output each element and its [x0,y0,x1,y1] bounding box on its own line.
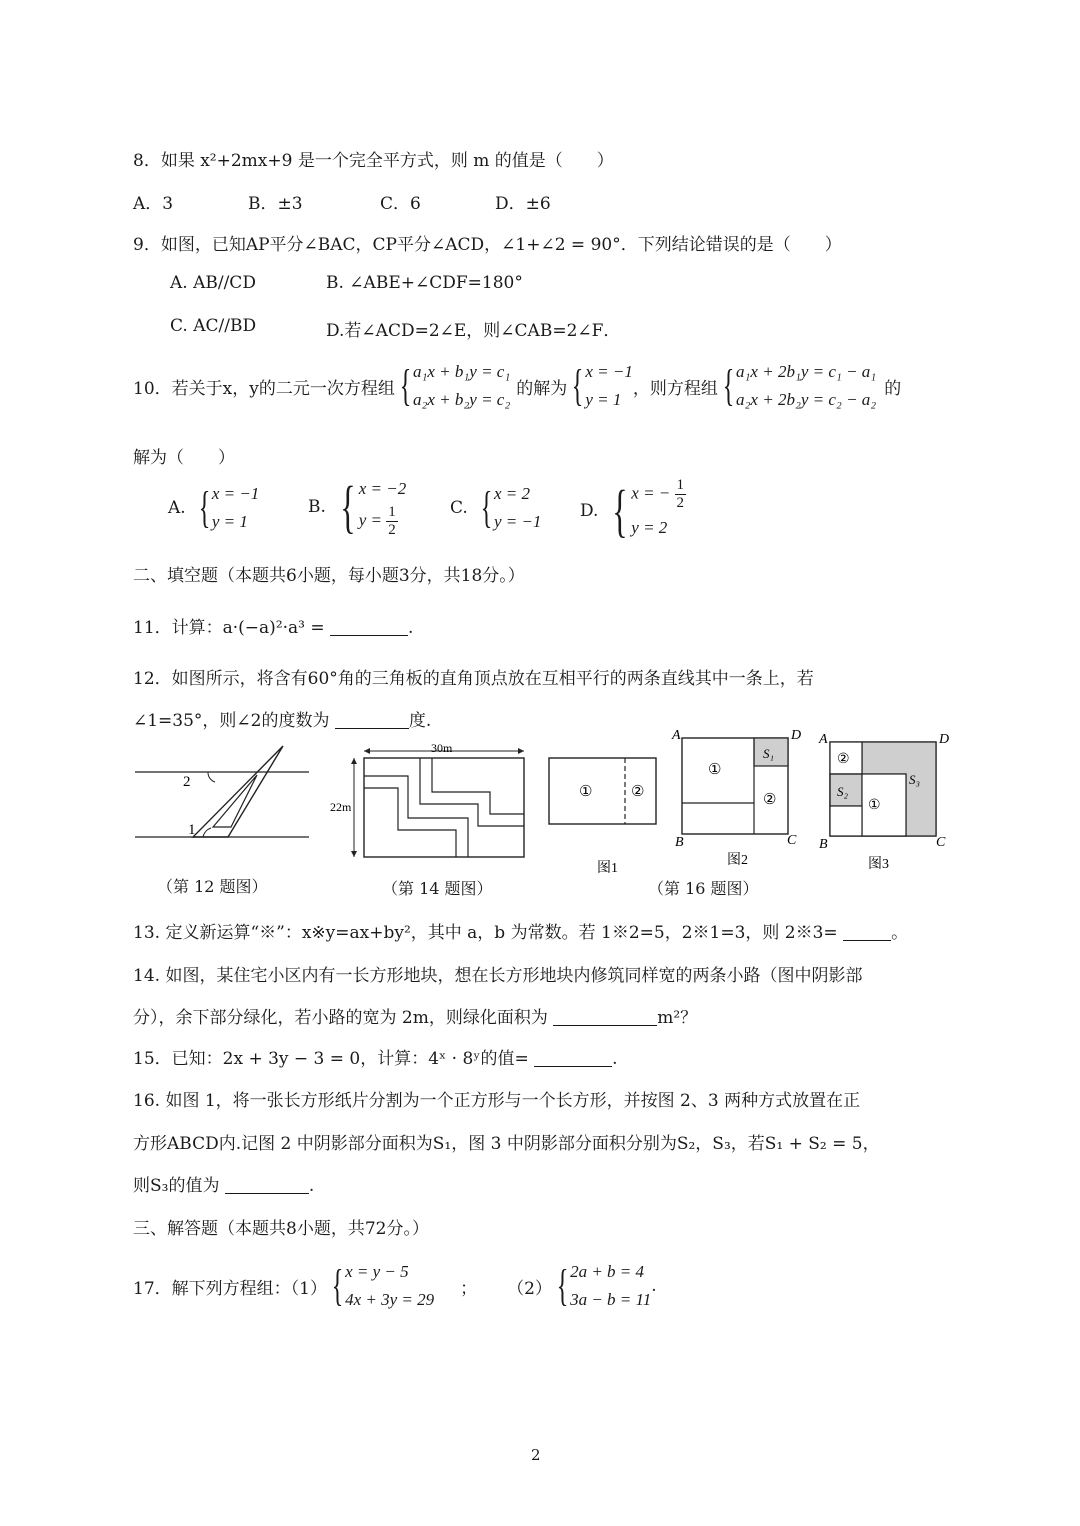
figure-16-2-label-s1: S₁ [763,746,775,761]
figure-16-3-label-d: D [939,732,950,747]
figure-16-caption: （第 16 题图） [648,879,759,898]
q15-text: 15．已知：2x + 3y − 3 = 0，计算：4ˣ · 8ʸ的值= [133,1049,529,1069]
q10-option-d-label: D. [580,500,599,521]
q13 [133,918,908,943]
q10-option-b-denominator: 2 [388,522,396,538]
q10-system-1-row-2: a₂x + b₂y = c₂ [412,390,511,409]
q10-option-c-row-1: x = 2 [493,484,530,503]
q9-stem: 9．如图，已知AP平分∠BAC，CP平分∠ACD，∠1+∠2 = 90°．下列结论错误的是（ ） [133,235,842,255]
figure-16-2-caption: 图2 [727,853,748,868]
page-number: 2 [531,1446,541,1464]
q14-line-2 [133,1003,697,1028]
q10-system-2: { x = −1 y = 1 [567,358,633,414]
q17-end: . [651,1276,657,1296]
figure-16-3-label-1: ① [868,798,881,813]
q16-answer-blank[interactable] [225,1177,309,1194]
figure-14-caption: （第 14 题图） [382,879,493,898]
q8-option-c: C．6 [380,194,421,214]
q12-line-2-text: ∠1=35°，则∠2的度数为 [133,711,330,731]
q14-line-1: 14. 如图，某住宅小区内有一长方形地块，想在长方形地块内修筑同样宽的两条小路（图中阴影部 [133,966,863,986]
q12-answer-blank[interactable] [335,712,409,729]
q12-line-2-unit: 度. [408,711,432,731]
q8-option-a: A．3 [133,194,174,214]
figure-14-width-label: 30m [431,741,453,755]
q10-system-2-row-2: y = 1 [585,390,622,409]
figure-16-2-label-a: A [672,728,681,743]
q10-system-2-row-1: x = −1 [585,362,633,381]
q17-separator: ； [460,1278,478,1299]
q10-option-d-row-2: y = 2 [631,518,668,537]
figure-14-height-label: 22m [330,800,352,814]
q10-system-1: { a₁x + b₁y = c₁ a₂x + b₂y = c₂ [395,358,510,414]
figure-16-3-label-b: B [819,837,828,852]
q10-option-a-row-2: y = 1 [211,512,248,531]
q17-system-1-row-1: x = y − 5 [345,1262,409,1281]
q10-option-b-numerator: 1 [388,504,396,520]
q11 [133,613,413,638]
q17-system-2-row-1: 2a + b = 4 [570,1262,645,1281]
figure-16-3-caption: 图3 [868,857,889,872]
q17-system-1: { x = y − 5 4x + 3y = 29 [327,1258,434,1314]
figure-16 [545,728,955,876]
q11-text: 11．计算：a·(−a)²·a³ = [133,618,325,638]
figure-12-caption: （第 12 题图） [157,877,268,896]
q12-line-2 [133,706,431,731]
q10-option-b-row-1: x = −2 [358,479,407,498]
q17 [133,1258,657,1314]
q10-system-3: { a₁x + 2b₁y = c₁ − a₁ a₂x + 2b₂y = c₂ − a₂ [718,358,876,414]
q15 [133,1044,618,1069]
q14-line-2-text: 分），余下部分绿化，若小路的宽为 2m，则绿化面积为 [133,1008,548,1028]
q15-answer-blank[interactable] [534,1050,612,1067]
figure-16-3-label-a: A [819,732,828,747]
q10-option-c: C. { x = 2 y = −1 [450,480,541,536]
figure-16-2-label-2: ② [763,792,777,808]
q10-system-3-row-2: a₂x + 2b₂y = c₂ − a₂ [736,390,877,409]
q15-end: . [612,1049,618,1069]
section-2-heading: 二、填空题（本题共6小题，每小题3分，共18分。） [133,566,525,586]
q16-line-3 [133,1171,314,1196]
q10-option-b-label: B. [308,496,326,517]
q10-option-d-numerator: 1 [676,477,685,493]
q10-option-a-label: A. [168,498,186,518]
q10-line-2: 解为（ ） [133,448,235,468]
figure-16-3-label-s3: S₃ [909,772,921,787]
figure-12-label-2: 2 [183,774,191,790]
q14-line-2-unit: m²？ [657,1008,698,1028]
q10-system-1-row-1: a₁x + b₁y = c₁ [412,362,511,381]
figure-16-3-label-c: C [936,835,946,850]
q10-tail: 的 [884,378,902,399]
q10-option-d: D. { x = − $\frac{1}{2}$ y = 2 [580,477,685,543]
q9-option-c: C. AC//BD [170,316,257,336]
figure-16-3-label-s2: S₂ [837,784,849,799]
figure-12-label-1: 1 [188,822,196,838]
figure-16-2-label-b: B [675,835,684,850]
q17-part-2-label: （2） [507,1278,552,1299]
figure-14 [328,740,528,862]
figure-16-1-label-2: ② [631,784,645,800]
q13-end: 。 [891,923,909,943]
q11-end: . [408,618,414,638]
q10-mid-2: ，则方程组 [632,378,718,399]
q10-option-b: B. { x = −2 y = $\frac{1}{2}$ [308,473,407,539]
q11-answer-blank[interactable] [330,619,408,636]
q8-option-d: D．±6 [495,194,551,214]
figure-16-2-label-1: ① [708,762,722,778]
q9-option-b: B. ∠ABE+∠CDF=180° [326,273,523,293]
q12-line-1: 12．如图所示，将含有60°角的三角板的直角顶点放在互相平行的两条直线其中一条上，若 [133,669,814,689]
figure-16-1-label-1: ① [579,784,593,800]
q10-mid-1: 的解为 [516,378,568,399]
figure-16-2-label-d: D [791,728,802,743]
q10-option-b-row-2-prefix: y = [358,510,383,530]
q8-option-b: B．±3 [248,194,303,214]
figure-16-1-caption: 图1 [597,861,618,876]
section-3-heading: 三、解答题（本题共8小题，共72分。） [133,1219,429,1239]
q17-system-2: { 2a + b = 4 3a − b = 11 [552,1258,651,1314]
figure-12 [133,742,313,852]
q16-line-3-text: 则S₃的值为 [133,1176,220,1196]
q10-option-c-row-2: y = −1 [493,512,542,531]
figure-16-2-label-c: C [787,833,797,848]
q17-system-1-row-2: 4x + 3y = 29 [345,1290,435,1309]
q14-answer-blank[interactable] [553,1009,657,1026]
q8-stem: 8．如果 x²+2mx+9 是一个完全平方式，则 m 的值是（ ） [133,151,614,171]
q16-line-2: 方形ABCD内.记图 2 中阴影部分面积为S₁，图 3 中阴影部分面积分别为S₂，S₃，若S₁ + S₂ = 5， [133,1134,880,1154]
q10-option-c-label: C. [450,498,468,518]
q13-text: 13. 定义新运算“※”：x※y=ax+by²，其中 a，b 为常数。若 1※2=5，2※1=3，则 2※3= [133,923,838,943]
q10-option-a-row-1: x = −1 [211,484,260,503]
q10-option-d-row-1-prefix: x = − [631,483,671,503]
q10-system-3-row-1: a₁x + 2b₁y = c₁ − a₁ [736,362,877,381]
figure-16-3-label-2: ② [837,752,850,767]
q16-line-3-end: . [308,1176,315,1196]
q16-line-1: 16. 如图 1，将一张长方形纸片分割为一个正方形与一个长方形，并按图 2、3 两种方式放置在正 [133,1091,861,1111]
q13-answer-blank[interactable] [843,924,891,941]
q9-option-d: D.若∠ACD=2∠E，则∠CAB=2∠F． [326,321,621,341]
q17-lead: 17．解下列方程组：（1） [133,1278,327,1299]
q10-lead: 10．若关于x，y的二元一次方程组 [133,378,395,399]
q10-option-d-denominator: 2 [676,495,685,511]
q17-system-2-row-2: 3a − b = 11 [570,1290,652,1309]
q10-option-a: A. { x = −1 y = 1 [168,480,259,536]
q9-option-a: A. AB//CD [170,273,256,293]
q10-stem [133,358,901,414]
